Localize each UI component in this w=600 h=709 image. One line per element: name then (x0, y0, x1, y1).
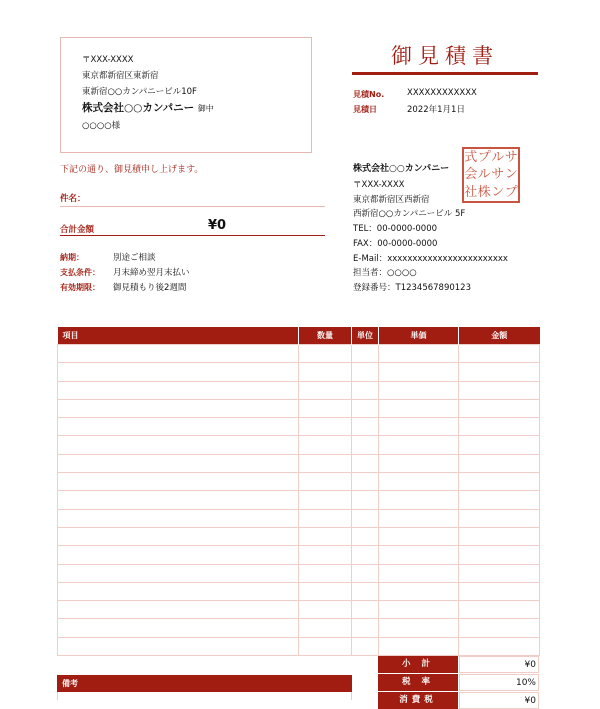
table-row (58, 363, 540, 381)
cell-amount (459, 491, 540, 509)
header-unit-price: 単価 (379, 327, 459, 345)
delivery-value: 別途ご相談 (113, 253, 156, 263)
cell-quantity (299, 619, 352, 637)
issuer-postal: 〒XXX-XXXX (353, 180, 405, 190)
cell-item (58, 381, 299, 399)
cell-item (58, 473, 299, 491)
cell-amount (459, 601, 540, 619)
cell-unit-price (379, 399, 459, 417)
seal-char: サ (504, 150, 518, 166)
cell-unit-price (379, 509, 459, 527)
cell-quantity (299, 436, 352, 454)
items-table (57, 327, 540, 656)
issuer-email: E-Mail：xxxxxxxxxxxxxxxxxxxxxxxx (353, 254, 508, 264)
notes-label: 備考 (57, 675, 352, 692)
table-row (58, 399, 540, 417)
cell-item (58, 527, 299, 545)
estimate-number-label: 見積No. (353, 90, 385, 99)
recipient-postal: 〒XXX-XXXX (82, 55, 134, 65)
seal-char: プ (504, 184, 518, 200)
table-row (58, 637, 540, 655)
cell-item (58, 564, 299, 582)
cell-unit-price (379, 619, 459, 637)
header-amount: 金額 (459, 327, 540, 345)
cell-unit-price (379, 436, 459, 454)
intro-text: 下記の通り、御見積申し上げます。 (60, 165, 204, 175)
delivery-label: 納期： (60, 253, 84, 262)
seal-char: 会 (464, 167, 478, 183)
cell-unit (352, 399, 379, 417)
issuer-company: 株式会社○○カンパニー (353, 164, 450, 174)
table-body (58, 345, 540, 656)
recipient-company-name: 株式会社○○カンパニー (82, 102, 195, 114)
total-amount-label: 合計金額 (60, 225, 95, 235)
seal-char: 社 (464, 184, 478, 200)
cell-item (58, 582, 299, 600)
cell-unit-price (379, 601, 459, 619)
cell-item (58, 601, 299, 619)
cell-unit-price (379, 363, 459, 381)
payment-terms-label: 支払条件： (60, 268, 100, 277)
cell-unit-price (379, 582, 459, 600)
table-row (58, 418, 540, 436)
cell-unit (352, 418, 379, 436)
document-title: 御見積書 (391, 44, 499, 68)
validity-value: 御見積もり後2週間 (113, 283, 187, 293)
header-quantity: 数量 (299, 327, 352, 345)
recipient-person: ○○○○様 (82, 121, 121, 131)
header-item: 項目 (58, 327, 299, 345)
cell-unit (352, 491, 379, 509)
issuer-address1: 東京都新宿区西新宿 (353, 195, 430, 205)
cell-quantity (299, 345, 352, 363)
recipient-address1: 東京都新宿区東新宿 (82, 71, 159, 81)
seal-char: プ (477, 150, 491, 166)
cell-unit-price (379, 546, 459, 564)
cell-unit (352, 436, 379, 454)
cell-quantity (299, 491, 352, 509)
title-underline (352, 72, 538, 75)
cell-quantity (299, 473, 352, 491)
table-row (58, 582, 540, 600)
cell-unit (352, 619, 379, 637)
tax-rate-label: 税 率 (378, 674, 458, 691)
subject-label: 件名： (60, 194, 86, 204)
cell-unit (352, 454, 379, 472)
cell-amount (459, 582, 540, 600)
cell-quantity (299, 381, 352, 399)
cell-item (58, 546, 299, 564)
estimate-date-label: 見積日 (353, 105, 377, 114)
validity-label: 有効期限： (60, 283, 100, 292)
cell-quantity (299, 582, 352, 600)
seal-char: サ (491, 167, 505, 183)
cell-item (58, 619, 299, 637)
estimate-number-value: XXXXXXXXXXXX (407, 88, 477, 98)
cell-item (58, 454, 299, 472)
recipient-honorific: 御中 (197, 104, 214, 113)
payment-terms-value: 月末締め翌月末払い (113, 268, 190, 278)
seal-char: 株 (477, 184, 491, 200)
cell-amount (459, 381, 540, 399)
cell-amount (459, 527, 540, 545)
table-row (58, 527, 540, 545)
cell-item (58, 637, 299, 655)
subtotal-value: ¥0 (459, 656, 539, 673)
cell-item (58, 491, 299, 509)
company-seal-stamp (462, 147, 520, 203)
cell-item (58, 345, 299, 363)
cell-unit-price (379, 527, 459, 545)
cell-amount (459, 637, 540, 655)
cell-amount (459, 546, 540, 564)
table-row (58, 381, 540, 399)
issuer-person: 担当者：○○○○ (353, 268, 417, 278)
table-row (58, 473, 540, 491)
tax-label: 消費税 (378, 692, 458, 709)
cell-unit-price (379, 345, 459, 363)
cell-quantity (299, 564, 352, 582)
table-row (58, 619, 540, 637)
cell-unit (352, 345, 379, 363)
cell-amount (459, 509, 540, 527)
tax-rate-value: 10% (459, 674, 539, 691)
total-underline (60, 235, 325, 236)
cell-unit-price (379, 473, 459, 491)
table-row (58, 345, 540, 363)
issuer-registration: 登録番号：T1234567890123 (353, 283, 471, 293)
cell-unit (352, 509, 379, 527)
cell-item (58, 436, 299, 454)
cell-quantity (299, 509, 352, 527)
cell-unit-price (379, 454, 459, 472)
cell-quantity (299, 399, 352, 417)
estimate-date-value: 2022年1月1日 (407, 105, 465, 115)
table-row (58, 454, 540, 472)
cell-item (58, 509, 299, 527)
cell-amount (459, 418, 540, 436)
cell-quantity (299, 454, 352, 472)
seal-char: 式 (464, 150, 478, 166)
cell-quantity (299, 637, 352, 655)
cell-quantity (299, 601, 352, 619)
cell-unit (352, 363, 379, 381)
seal-char: ン (504, 167, 518, 183)
table-row (58, 509, 540, 527)
cell-unit-price (379, 637, 459, 655)
table-header-row (58, 327, 540, 345)
cell-item (58, 399, 299, 417)
cell-unit (352, 381, 379, 399)
recipient-company (82, 100, 214, 115)
issuer-tel: TEL：00-0000-0000 (353, 224, 438, 234)
notes-area (57, 692, 352, 700)
tax-value: ¥0 (459, 692, 539, 709)
cell-unit (352, 473, 379, 491)
cell-amount (459, 564, 540, 582)
cell-item (58, 418, 299, 436)
cell-unit (352, 601, 379, 619)
recipient-address2: 東新宿○○カンパニービル10F (82, 87, 197, 97)
cell-unit-price (379, 564, 459, 582)
seal-char: ン (491, 184, 505, 200)
subject-line (60, 206, 325, 207)
header-unit: 単位 (352, 327, 379, 345)
cell-amount (459, 363, 540, 381)
seal-char: ル (477, 167, 491, 183)
cell-quantity (299, 527, 352, 545)
cell-item (58, 363, 299, 381)
cell-unit (352, 637, 379, 655)
cell-unit (352, 546, 379, 564)
subtotal-label: 小 計 (378, 656, 458, 673)
table-row (58, 601, 540, 619)
cell-unit-price (379, 381, 459, 399)
table-row (58, 436, 540, 454)
cell-amount (459, 399, 540, 417)
issuer-fax: FAX：00-0000-0000 (353, 239, 438, 249)
cell-unit (352, 564, 379, 582)
recipient-address-box (60, 37, 312, 153)
cell-amount (459, 619, 540, 637)
cell-quantity (299, 363, 352, 381)
cell-quantity (299, 418, 352, 436)
cell-unit-price (379, 491, 459, 509)
cell-amount (459, 436, 540, 454)
cell-unit (352, 582, 379, 600)
issuer-address2: 西新宿○○カンパニービル 5F (353, 209, 466, 219)
cell-unit (352, 527, 379, 545)
table-row (58, 546, 540, 564)
cell-unit-price (379, 418, 459, 436)
total-amount-value: ¥0 (208, 218, 227, 233)
seal-char: ル (491, 150, 505, 166)
table-row (58, 491, 540, 509)
cell-quantity (299, 546, 352, 564)
cell-amount (459, 473, 540, 491)
cell-amount (459, 454, 540, 472)
cell-amount (459, 345, 540, 363)
table-row (58, 564, 540, 582)
